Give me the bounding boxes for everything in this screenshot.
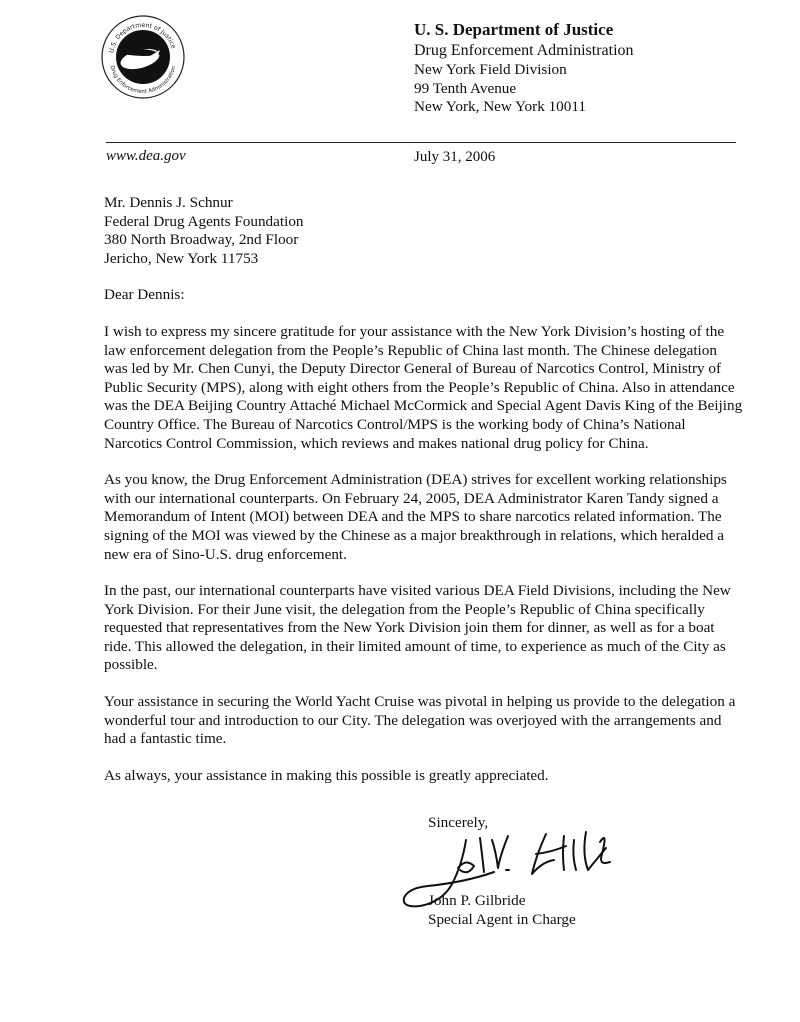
signer-title: Special Agent in Charge [428,910,576,928]
department-name: U. S. Department of Justice [414,20,614,39]
letter-date: July 31, 2006 [414,149,496,165]
recipient-block [104,194,744,268]
address-line-city: New York, New York 10011 [414,98,586,115]
seal-bottom-text: Drug Enforcement Administration [108,65,178,96]
website-link[interactable]: www.dea.gov [106,148,186,164]
salutation: Dear Dennis: [104,286,185,304]
letterhead [414,20,634,117]
recipient-name: Mr. Dennis J. Schnur [104,194,233,211]
address-line-division: New York Field Division [414,61,567,78]
paragraph-1: I wish to express my sincere gratitude for your assistance with the New York Division’s hosting of the law enforcement delegation from the People’s Republic of China last month. The Chinese delegation was led by Mr. Chen Cunyi, the Deputy Director General of Bureau of Narcotics Control, Ministry of Public Security (MPS), along with eight others from the People’s Republic of China. Also in attendance was the DEA Beijing Country Attaché Michael McCormick and Special Agent Davis King of the Beijing Country Office. The Bureau of Narcotics Control/MPS is the working body of China’s National Narcotics Control Commission, which reviews and makes national drug policy for China. [104,322,743,452]
paragraph-3: In the past, our international counterparts have visited various DEA Field Divisions, including the New York Division. For their June visit, the delegation from the People’s Republic of China specifically requested that representatives from the New York Division join them for dinner, as well as for a boat ride. This allowed the delegation, in their limited amount of time, to experience as much of the City as possible. [104,582,731,674]
agency-name: Drug Enforcement Administration [414,42,634,59]
address-line-street: 99 Tenth Avenue [414,79,517,97]
dea-seal-logo [100,14,186,100]
header-divider [106,142,736,143]
paragraph-4: Your assistance in securing the World Yacht Cruise was pivotal in helping us provide to the delegation a wonderful tour and introduction to our City. The delegation was overjoyed with the arrangements and had a fantastic time. [104,693,736,748]
recipient-organization: Federal Drug Agents Foundation [104,212,304,230]
signer-block [428,892,576,929]
recipient-street: 380 North Broadway, 2nd Floor [104,231,299,249]
paragraph-5: As always, your assistance in making this possible is greatly appreciated. [104,766,549,784]
signer-name: John P. Gilbride [428,892,526,909]
paragraph-2: As you know, the Drug Enforcement Administration (DEA) strives for excellent working relationships with our international counterparts. On February 24, 2005, DEA Administrator Karen Tandy signed a Memorandum of Intent (MOI) between DEA and the MPS to share narcotics related information. The signing of the MOI was viewed by the Chinese as a major breakthrough in relations, which heralded a new era of Sino-U.S. drug enforcement. [104,471,727,563]
letter-body [104,194,744,803]
seal-top-text: U.S. Department of Justice [108,21,177,54]
closing: Sincerely, [428,814,489,831]
recipient-city: Jericho, New York 11753 [104,249,259,267]
